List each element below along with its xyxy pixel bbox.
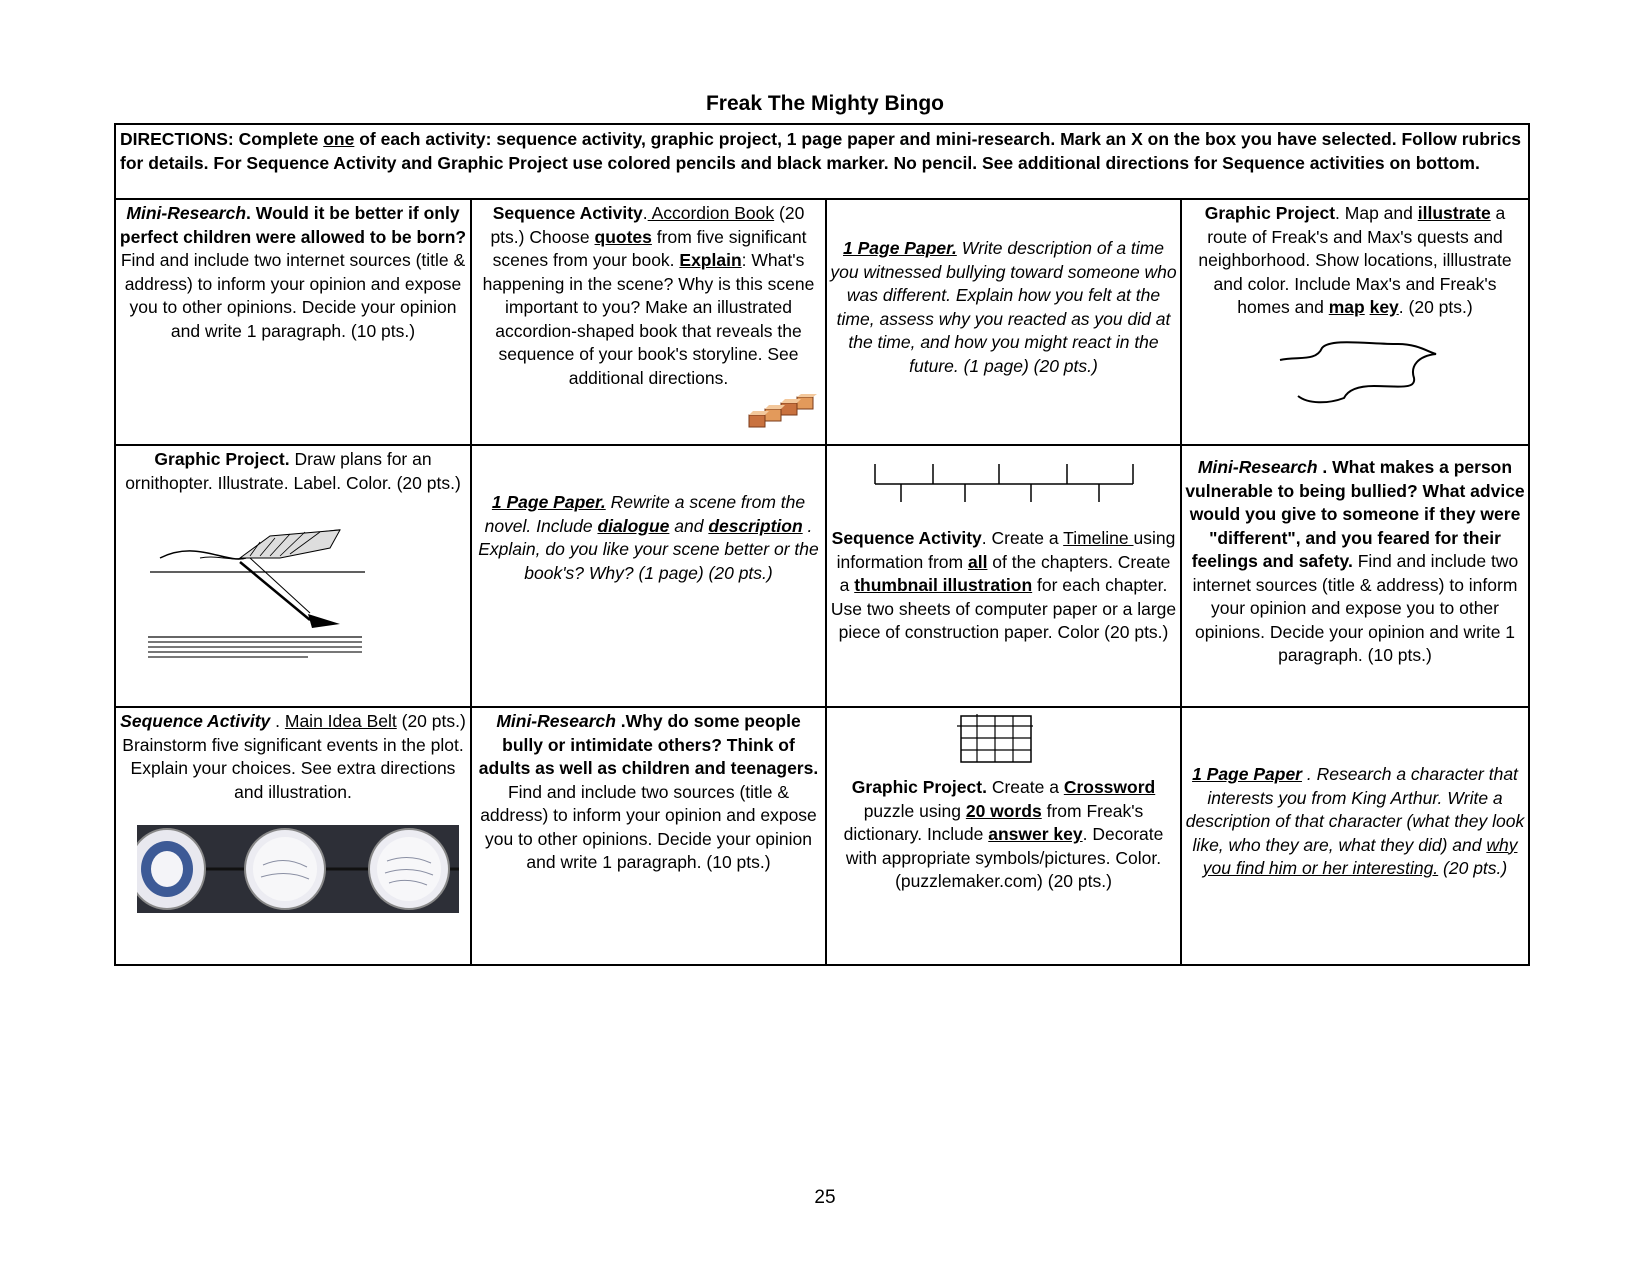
cell-emphasis: all (967, 551, 988, 572)
cell-text: (20 pts.) Choose (490, 203, 805, 247)
cell-text: Rewrite a scene from the novel. Include (484, 492, 806, 536)
bingo-cell-ornithopter[interactable] (116, 446, 470, 706)
directions-emphasis: one (323, 129, 355, 149)
cell-emphasis: Explain (679, 250, 742, 270)
cell-label: 1 Page Paper (1192, 764, 1302, 784)
cell-text: using information from (836, 528, 1176, 572)
cell-text: Write description of a time you witnessed bullying toward someone who was different. Explain how you felt at the time, assess why you reacted as you did at the time, and how you might react in the future. (1 page) (20 pts.) (830, 238, 1177, 376)
cell-question: . Would it be better if only perfect children were allowed to be born? (119, 203, 467, 247)
cell-label: Graphic Project. (851, 777, 987, 797)
bingo-cell-main-idea-belt[interactable] (116, 708, 470, 966)
cell-text: . (20 pts.) (1398, 297, 1473, 317)
cell-text: Draw plans for an ornithopter. Illustrate. Label. Color. (20 pts.) (125, 449, 461, 493)
cell-text: Find and include two sources (title & address) to inform your opinion and expose you to other opinions. Decide your opinion and write 1 paragraph. (10 pts.) (480, 781, 817, 872)
cell-text: and (669, 515, 709, 536)
cell-underlined-text: Timeline (1063, 528, 1134, 548)
cell-text: from Freak's dictionary. Include (843, 800, 1144, 844)
cell-underlined-text: why you find him or her interesting. (1202, 834, 1518, 878)
cell-text: . Research a character that interests you from King Arthur. Write a description of that character (what they look like, who they are, what they did) and (1185, 764, 1525, 855)
cell-text: Find and include two internet sources (title & address) to inform your opinion and expose you to other opinions. Decide your opinion and write 1 paragraph. (10 pts.) (120, 250, 466, 341)
bingo-cell-mini-research-perfect-children[interactable] (116, 200, 470, 444)
cell-emphasis: Crossword (1063, 777, 1156, 797)
main-idea-belt-photo (137, 825, 459, 913)
cell-emphasis: thumbnail illustration (854, 575, 1033, 595)
cell-label: Mini-Research (126, 203, 247, 223)
cell-emphasis: illustrate (1417, 203, 1491, 223)
cell-text: . Decorate with appropriate symbols/pictures. Color. (puzzlemaker.com) (20 pts.) (845, 824, 1164, 891)
cell-text: . Create a (981, 528, 1064, 548)
cell-text: a route of Freak's and Max's quests and neighborhood. Show locations, illlustrate and color. Include Max's and Freak's homes and (1198, 203, 1512, 317)
cell-text: . Map and (1335, 203, 1418, 223)
cell-emphasis: dialogue (597, 515, 670, 536)
directions (116, 125, 1528, 200)
cell-label: 1 Page Paper. (843, 238, 957, 258)
bingo-cell-timeline[interactable] (827, 446, 1180, 706)
cell-text: . (642, 203, 648, 223)
cell-label: Mini-Research (496, 711, 616, 731)
cell-label: Graphic Project. (154, 449, 290, 469)
bingo-cell-crossword[interactable] (827, 708, 1180, 966)
cell-text: of the chapters. Create a (839, 551, 1171, 595)
bingo-cell-page-paper-bullying[interactable] (827, 200, 1180, 444)
cell-emphasis: quotes (594, 226, 652, 247)
cell-label: Graphic Project (1204, 203, 1336, 223)
cell-text: puzzle using (863, 800, 966, 821)
bingo-board (114, 123, 1530, 966)
bingo-cell-mini-research-bully[interactable] (472, 708, 825, 966)
timeline-sketch (873, 462, 1137, 504)
accordion-book-illustration (747, 393, 822, 429)
cell-emphasis: map (1328, 297, 1365, 317)
cell-question: .Why do some people bully or intimidate others? Think of adults as well as children and teenagers. (478, 711, 819, 778)
cell-emphasis: key (1369, 297, 1399, 317)
cell-text: Create a (986, 777, 1064, 797)
bingo-cell-map-project[interactable] (1182, 200, 1528, 444)
cell-underlined-text: Main Idea Belt (284, 711, 397, 731)
cell-label: Sequence Activity (120, 711, 271, 731)
cell-label: 1 Page Paper. (491, 492, 606, 512)
bingo-cell-accordion-book[interactable] (472, 200, 825, 444)
cell-text: for each chapter. Use two sheets of computer paper or a large piece of construction paper. Color (20 pts.) (830, 575, 1177, 642)
page-title: Freak The Mighty Bingo (705, 92, 944, 115)
ornithopter-illustration (140, 528, 370, 666)
cell-text: . (270, 711, 285, 731)
cell-text: (20 pts.) (1438, 858, 1508, 878)
cell-text: (20 pts.) Brainstorm five significant events in the plot. Explain your choices. See extra directions and illustration. (122, 711, 466, 802)
cell-text: . Explain, do you like your scene better or the book's? Why? (1 page) (20 pts.) (478, 515, 819, 583)
crossword-grid-sketch (957, 714, 1033, 764)
cell-label: Sequence Activity (492, 203, 643, 223)
cell-emphasis: description (708, 515, 803, 536)
directions-text: DIRECTIONS: Complete (120, 129, 324, 149)
cell-emphasis: answer key (988, 824, 1083, 844)
bingo-cell-rewrite-scene[interactable] (472, 446, 825, 706)
cell-emphasis: 20 words (965, 800, 1042, 821)
bingo-cell-mini-research-vulnerable[interactable] (1182, 446, 1528, 706)
map-route-sketch (1278, 338, 1448, 410)
directions-text-rest: of each activity: sequence activity, graphic project, 1 page paper and mini-research. Mark an X on the box you have selected. Follow rubrics for details. For Sequence Activity and Graphic Project use colored pencils and black marker. No pencil. See additional directions for Sequence activities on bottom. (120, 129, 1522, 173)
cell-text: : What's happening in the scene? Why is this scene important to you? Make an illustrated accordion-shaped book that reveals the sequence of your book's storyline. See additional directions. (482, 250, 815, 388)
cell-text: from five significant scenes from your book. (492, 226, 807, 270)
cell-label: Mini-Research (1197, 457, 1318, 477)
cell-question: . What makes a person vulnerable to being bullied? What advice would you give to someone if they were "different", and you feared for their feelings and safety. (1185, 457, 1525, 571)
cell-text: Find and include two internet sources (title & address) to inform your opinion and expose you to other opinions. Decide your opinion and write 1 paragraph. (10 pts.) (1192, 551, 1519, 665)
page-number: 25 (814, 1187, 836, 1208)
bingo-cell-king-arthur[interactable] (1182, 708, 1528, 966)
cell-label: Sequence Activity (831, 528, 982, 548)
cell-underlined-text: Accordion Book (647, 203, 775, 223)
